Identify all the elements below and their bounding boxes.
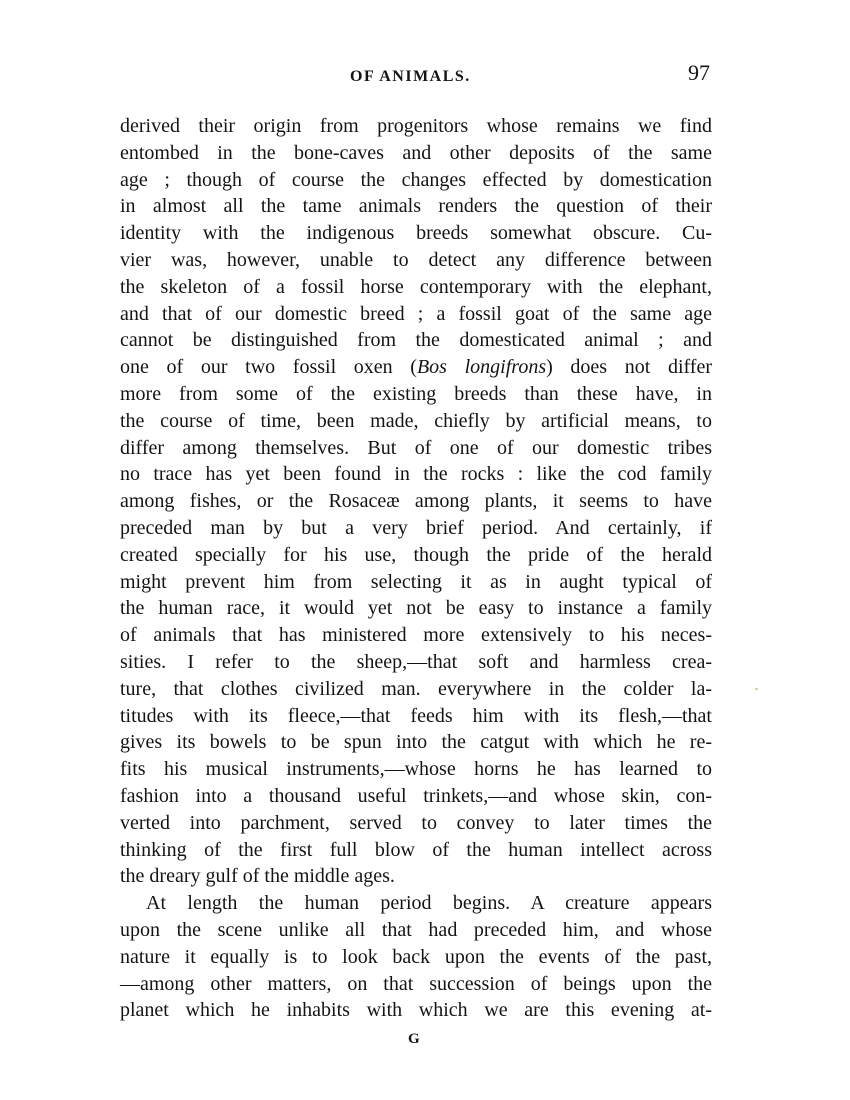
text-line: one of our two fossil oxen (Bos longifrons) does not differ (120, 356, 712, 379)
text-line: and that of our domestic breed ; a fossil goat of the same age (120, 302, 712, 325)
paragraph (120, 890, 712, 1024)
paragraph (120, 113, 712, 890)
latin-species-name: Bos longifrons (416, 356, 547, 379)
page-number: 97 (688, 60, 710, 85)
text-line: the skeleton of a fossil horse contemporary with the elephant, (120, 275, 712, 298)
text-line: differ among themselves. But of one of our domestic tribes (120, 436, 712, 459)
text-line: age ; though of course the changes effected by domestication (120, 168, 712, 191)
text-line: sities. I refer to the sheep,—that soft and harmless crea- (120, 650, 712, 673)
text-line: more from some of the existing breeds than these have, in (120, 382, 712, 405)
text-line: ture, that clothes civilized man. everywhere in the colder la- (120, 677, 712, 700)
text-line: no trace has yet been found in the rocks : like the cod family (120, 463, 712, 486)
text-line: fashion into a thousand useful trinkets,—and whose skin, con- (120, 784, 712, 807)
text-line: verted into parchment, served to convey to later times the (120, 811, 712, 834)
body-text (120, 113, 712, 1024)
text-line: of animals that has ministered more extensively to his neces- (120, 624, 712, 647)
text-line: derived their origin from progenitors whose remains we find (120, 115, 712, 137)
text-line: in almost all the tame animals renders the question of their (120, 195, 712, 218)
text-line: fits his musical instruments,—whose horns he has learned to (120, 758, 712, 781)
text-line: —among other matters, on that succession of beings upon the (120, 972, 712, 995)
text-line: among fishes, or the Rosaceæ among plants, it seems to have (120, 490, 712, 513)
text-line: upon the scene unlike all that had preceded him, and whose (120, 918, 712, 941)
text-line: At length the human period begins. A creature appears (146, 892, 712, 915)
text-line: the course of time, been made, chiefly by artificial means, to (120, 409, 712, 432)
text-line: entombed in the bone-caves and other deposits of the same (120, 141, 712, 164)
text-line: might prevent him from selecting it as in aught typical of (120, 570, 712, 593)
text-line: thinking of the first full blow of the human intellect across (120, 838, 712, 861)
text-line: cannot be distinguished from the domesticated animal ; and (120, 329, 712, 352)
text-line: created specially for his use, though the pride of the herald (120, 543, 712, 566)
text-line: the dreary gulf of the middle ages. (120, 865, 395, 888)
text-line: titudes with its fleece,—that feeds him with its flesh,—that (120, 704, 712, 727)
text-line: preceded man by but a very brief period. And certainly, if (120, 516, 712, 539)
running-title: OF ANIMALS. (350, 68, 471, 85)
text-line: planet which he inhabits with which we are this evening at- (120, 999, 712, 1022)
text-line: vier was, however, unable to detect any difference between (120, 248, 712, 271)
text-line: nature it equally is to look back upon the events of the past, (120, 945, 712, 968)
text-line: identity with the indigenous breeds somewhat obscure. Cu- (120, 222, 712, 245)
running-head (120, 60, 710, 96)
paper-speck (755, 688, 758, 690)
signature-mark: G (408, 1031, 420, 1047)
text-line: gives its bowels to be spun into the catgut with which he re- (120, 731, 712, 754)
text-line: the human race, it would yet not be easy to instance a family (120, 597, 712, 620)
